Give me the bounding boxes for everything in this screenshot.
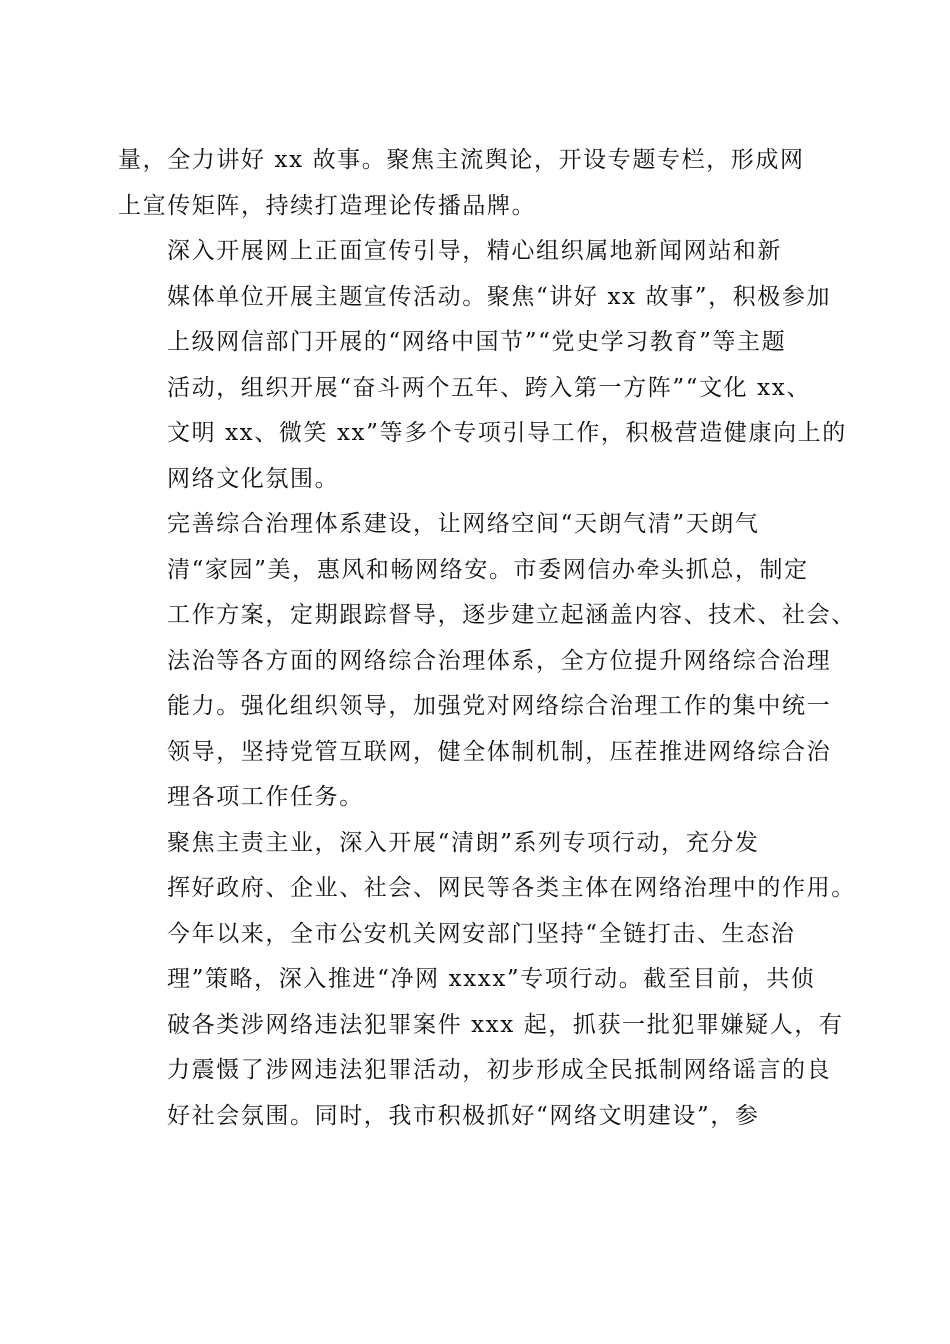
text-line: 活动，组织开展“奋斗两个五年、跨入第一方阵”“文化 xx、 [167, 374, 811, 401]
text-line: 量，全力讲好 xx 故事。聚焦主流舆论，开设专题专栏，形成网 [118, 147, 805, 173]
text-line: 网络文化氛围。 [167, 465, 340, 492]
text-line: 媒体单位开展主题宣传活动。聚焦“讲好 xx 故事”，积极参加 [167, 283, 832, 310]
text-line: 清“家园”美，惠风和畅网络安。市委网信办牵头抓总，制定 [167, 556, 809, 583]
text-line: 完善综合治理体系建设，让网络空间“天朗气清”天朗气 [167, 511, 760, 537]
paragraph-1 [118, 138, 838, 229]
paragraph-4 [118, 821, 856, 1140]
paragraph-2 [118, 229, 847, 502]
text-line: 法治等各方面的网络综合治理体系，全方位提升网络综合治理 [167, 647, 832, 674]
text-line: 文明 xx、微笑 xx”等多个专项引导工作，积极营造健康向上的 [167, 420, 847, 446]
text-line: 今年以来，全市公安机关网安部门坚持“全链打击、生态治 [167, 920, 796, 947]
paragraph-3 [118, 502, 856, 821]
text-line: 破各类涉网络违法犯罪案件 xxx 起，抓获一批犯罪嫌疑人，有 [167, 1011, 844, 1038]
text-line: 挥好政府、企业、社会、网民等各类主体在网络治理中的作用。 [167, 875, 856, 901]
document-body [118, 138, 856, 1139]
text-line: 理”策略，深入推进“净网 xxxx”专项行动。截至目前，共侦 [167, 966, 816, 992]
text-line: 上级网信部门开展的“网络中国节”“党史学习教育”等主题 [167, 329, 787, 355]
text-line: 工作方案，定期跟踪督导，逐步建立起涵盖内容、技术、社会、 [167, 602, 856, 628]
text-line: 能力。强化组织领导，加强党对网络综合治理工作的集中统一 [167, 693, 832, 719]
text-line: 上宣传矩阵，持续打造理论传播品牌。 [118, 192, 537, 219]
text-line: 理各项工作任务。 [167, 784, 364, 810]
text-line: 深入开展网上正面宣传引导，精心组织属地新闻网站和新 [167, 238, 782, 264]
text-line: 力震慑了涉网违法犯罪活动，初步形成全民抵制网络谣言的良 [167, 1057, 832, 1083]
text-line: 好社会氛围。同时，我市积极抓好“网络文明建设”，参 [167, 1102, 760, 1129]
text-line: 聚焦主责主业，深入开展“清朗”系列专项行动，充分发 [167, 829, 760, 856]
text-line: 领导，坚持党管互联网，健全体制机制，压茬推进网络综合治 [167, 738, 832, 765]
